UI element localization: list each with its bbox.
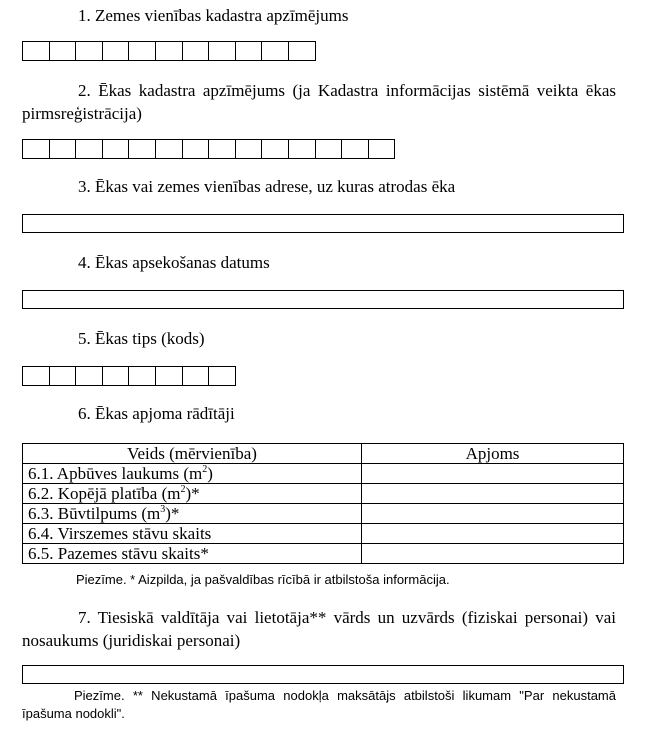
row-label: 6.3. Būvtilpums $(m^3)*$ — [23, 504, 362, 524]
code-cell[interactable] — [76, 41, 103, 61]
row-label: 6.2. Kopējā platība $(m^2)*$ — [23, 484, 362, 504]
code-cell[interactable] — [76, 366, 103, 386]
row-label: 6.4. Virszemes stāvu skaits — [23, 524, 362, 544]
code-cell[interactable] — [183, 139, 210, 159]
row-value-input[interactable] — [362, 544, 624, 564]
row-value-input[interactable] — [362, 504, 624, 524]
code-cell[interactable] — [23, 41, 50, 61]
code-cell[interactable] — [183, 41, 210, 61]
table-row — [23, 544, 624, 564]
code-cell[interactable] — [342, 139, 369, 159]
code-cell[interactable] — [103, 139, 130, 159]
column-header-type: Veids (mērvienība) — [23, 444, 362, 464]
code-cell[interactable] — [129, 366, 156, 386]
code-cell[interactable] — [262, 139, 289, 159]
code-cell[interactable] — [23, 139, 50, 159]
code-cell[interactable] — [50, 41, 77, 61]
column-header-volume: Apjoms — [362, 444, 624, 464]
note-1: Piezīme. * Aizpilda, ja pašvaldības rīcībā ir atbilstoša informācija. — [76, 572, 450, 587]
code-cell[interactable] — [50, 139, 77, 159]
section-7-title: 7. Tiesiskā valdītāja vai lietotāja** vārds un uzvārds (fiziskai personai) vai nosaukums (juridiskai personai) — [22, 608, 616, 650]
volume-indicators-table — [22, 443, 624, 564]
code-cell[interactable] — [156, 41, 183, 61]
code-cell[interactable] — [156, 366, 183, 386]
table-header-row — [23, 444, 624, 464]
code-cell[interactable] — [129, 41, 156, 61]
table-row — [23, 504, 624, 524]
code-cell[interactable] — [289, 139, 316, 159]
code-cell[interactable] — [209, 366, 236, 386]
table-row — [23, 464, 624, 484]
row-label: 6.5. Pazemes stāvu skaits* — [23, 544, 362, 564]
table-row — [23, 524, 624, 544]
row-label: 6.1. Apbūves laukums $(m^2)$ — [23, 464, 362, 484]
parcel-cadastre-code-cells[interactable] — [22, 41, 316, 61]
code-cell[interactable] — [289, 41, 316, 61]
building-type-code-cells[interactable] — [22, 366, 236, 386]
section-4-title: 4. Ēkas apsekošanas datums — [78, 253, 270, 272]
code-cell[interactable] — [316, 139, 343, 159]
note-2: Piezīme. ** Nekustamā īpašuma nodokļa maksātājs atbilstoši likumam "Par nekustamā īpašuma nodokli". — [22, 688, 616, 721]
survey-date-field[interactable] — [22, 290, 624, 309]
code-cell[interactable] — [103, 366, 130, 386]
owner-name-field[interactable] — [22, 665, 624, 684]
code-cell[interactable] — [236, 139, 263, 159]
code-cell[interactable] — [262, 41, 289, 61]
section-2-title: 2. Ēkas kadastra apzīmējums (ja Kadastra informācijas sistēmā veikta ēkas pirmsreģistrācija) — [22, 81, 616, 123]
code-cell[interactable] — [103, 41, 130, 61]
code-cell[interactable] — [129, 139, 156, 159]
row-value-input[interactable] — [362, 524, 624, 544]
section-6-title: 6. Ēkas apjoma rādītāji — [78, 404, 235, 423]
section-5-title: 5. Ēkas tips (kods) — [78, 329, 205, 348]
code-cell[interactable] — [209, 41, 236, 61]
code-cell[interactable] — [76, 139, 103, 159]
code-cell[interactable] — [156, 139, 183, 159]
row-value-input[interactable] — [362, 464, 624, 484]
code-cell[interactable] — [50, 366, 77, 386]
code-cell[interactable] — [209, 139, 236, 159]
code-cell[interactable] — [183, 366, 210, 386]
section-3-title: 3. Ēkas vai zemes vienības adrese, uz kuras atrodas ēka — [78, 177, 456, 196]
code-cell[interactable] — [23, 366, 50, 386]
code-cell[interactable] — [236, 41, 263, 61]
table-row — [23, 484, 624, 504]
section-1-title: 1. Zemes vienības kadastra apzīmējums — [78, 6, 349, 25]
address-field[interactable] — [22, 214, 624, 233]
code-cell[interactable] — [369, 139, 396, 159]
row-value-input[interactable] — [362, 484, 624, 504]
building-cadastre-code-cells[interactable] — [22, 139, 395, 159]
